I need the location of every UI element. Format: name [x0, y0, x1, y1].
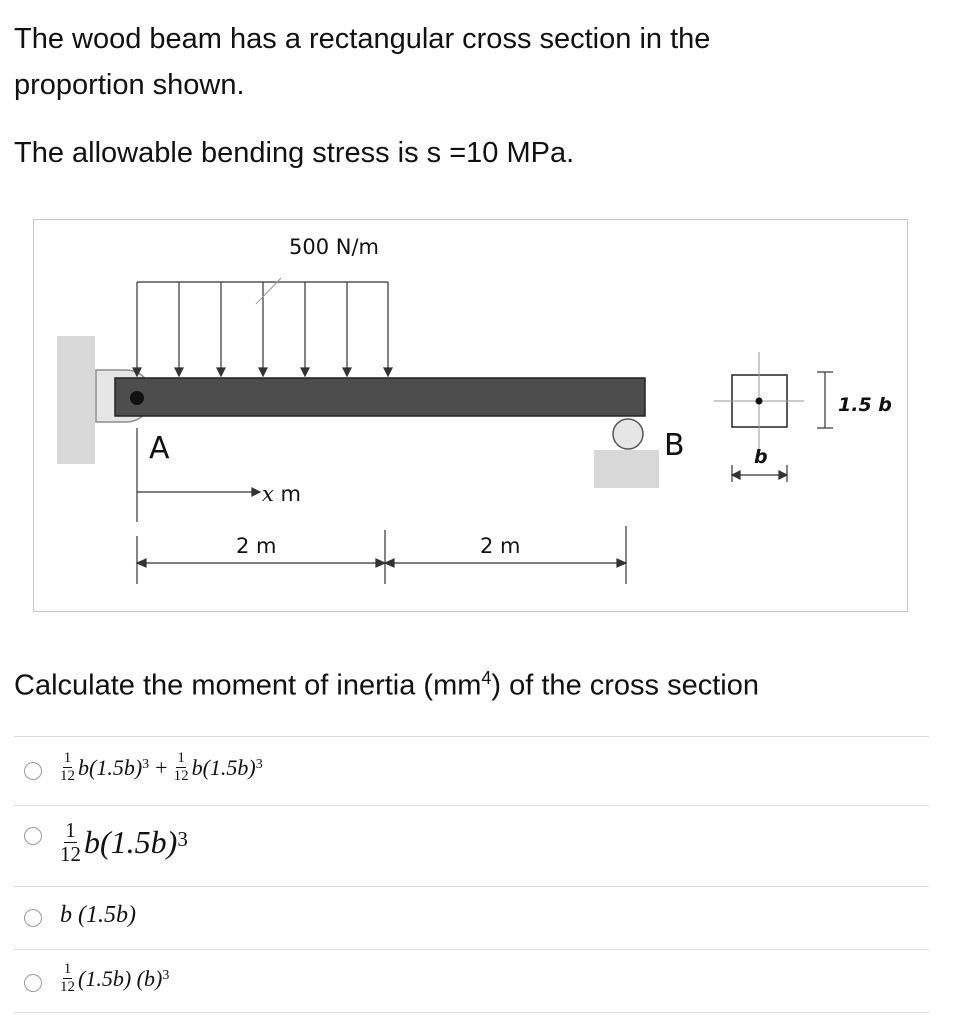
roller-ground	[594, 450, 659, 488]
x-label	[262, 482, 301, 506]
problem-statement	[14, 16, 914, 108]
answer-option-4[interactable]	[14, 949, 929, 1013]
answer-option-3[interactable]	[14, 886, 929, 949]
x-label-var: x	[262, 482, 274, 506]
option-1-den-2: 12	[173, 768, 189, 784]
radio-option-4[interactable]	[24, 974, 42, 992]
question-tail: ) of the cross section	[491, 669, 759, 702]
radio-option-1[interactable]	[24, 762, 42, 780]
option-1-fraction-2	[174, 751, 189, 784]
option-1-num-2: 1	[177, 750, 185, 766]
cross-section	[714, 352, 833, 482]
option-1-exp-2: 3	[255, 757, 263, 773]
answer-option-1[interactable]	[14, 736, 929, 805]
fixed-wall	[57, 336, 95, 464]
radio-option-2[interactable]	[24, 827, 42, 845]
option-1-body-2: b(1.5b)	[191, 754, 256, 780]
x-label-unit: m	[273, 482, 301, 506]
allowable-stress-statement: The allowable bending stress is s =10 MPa.	[14, 137, 575, 169]
option-4-body: (1.5b) (b)	[78, 965, 163, 991]
section-height-label: 1.5 b	[838, 394, 892, 416]
problem-line-1: The wood beam has a rectangular cross section in the	[14, 23, 711, 55]
answer-option-2[interactable]	[14, 805, 929, 886]
answer-options	[14, 736, 929, 1013]
option-2-formula	[60, 820, 188, 865]
option-4-formula	[60, 962, 169, 995]
option-1-den: 12	[60, 768, 75, 784]
option-2-fraction	[60, 820, 81, 865]
span-1-label: 2 m	[236, 534, 277, 558]
beam-diagram	[34, 220, 909, 613]
option-3-body: b (1.5b)	[60, 902, 136, 928]
beam-figure	[33, 219, 908, 612]
question-main: Calculate the moment of inertia (mm	[14, 669, 482, 702]
dimension-lines	[137, 526, 626, 584]
pin-a	[130, 391, 144, 405]
distributed-load	[133, 282, 392, 376]
option-1-num: 1	[63, 750, 72, 766]
support-b-label: B	[664, 428, 685, 463]
option-4-num: 1	[63, 961, 72, 977]
support-a-label: A	[149, 431, 170, 466]
question-exponent: 4	[481, 668, 492, 688]
beam	[115, 378, 645, 416]
option-1-exp: 3	[142, 757, 150, 773]
option-1-body: b(1.5b)	[78, 754, 143, 780]
option-1-formula	[60, 751, 263, 784]
option-4-den: 12	[60, 979, 75, 995]
option-2-den: 12	[60, 842, 81, 866]
option-4-fraction	[60, 962, 75, 995]
option-2-exp: 3	[177, 826, 188, 851]
option-2-body: b(1.5b)	[84, 824, 178, 860]
option-4-exp: 3	[162, 968, 170, 984]
question-text	[14, 656, 759, 708]
problem-line-2: proportion shown.	[14, 69, 245, 101]
option-2-num: 1	[65, 818, 76, 842]
roller-b	[613, 419, 643, 449]
section-width-label: b	[754, 446, 768, 468]
option-1-fraction	[60, 751, 75, 784]
option-1-plus: +	[155, 754, 168, 780]
radio-option-3[interactable]	[24, 909, 42, 927]
span-2-label: 2 m	[480, 534, 521, 558]
option-3-formula	[60, 902, 136, 929]
load-label: 500 N/m	[289, 235, 379, 259]
